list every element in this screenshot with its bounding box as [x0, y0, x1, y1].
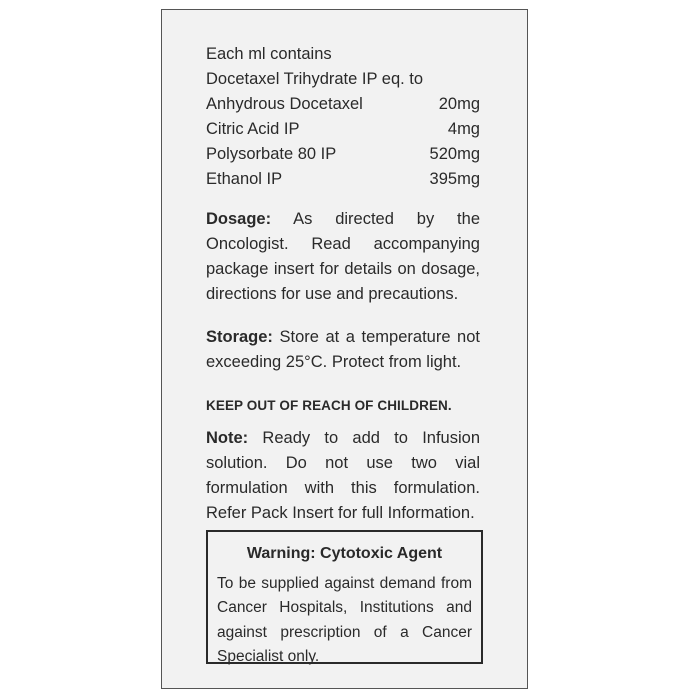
ingredient-amount: 20mg — [438, 95, 480, 113]
composition-row — [206, 117, 480, 142]
composition-row — [206, 142, 480, 167]
ingredient-name: Citric Acid IP — [206, 120, 300, 138]
composition-line2: Docetaxel Trihydrate IP eq. to — [206, 70, 424, 88]
note-section — [206, 426, 480, 526]
ingredient-amount: 4mg — [447, 120, 480, 138]
dosage-label: Dosage: — [206, 210, 272, 228]
composition-intro: Each ml contains — [206, 45, 332, 63]
storage-label: Storage: — [206, 328, 273, 346]
storage-text: Store at a temperature not exceeding 25°C. Protect from light. — [206, 328, 480, 371]
composition-row — [206, 167, 480, 192]
dosage-section — [206, 207, 480, 307]
cytotoxic-warning-box — [206, 530, 483, 664]
ingredient-name: Ethanol IP — [206, 170, 283, 188]
ingredient-name: Polysorbate 80 IP — [206, 145, 337, 163]
warning-title: Warning: Cytotoxic Agent — [246, 545, 443, 562]
ingredient-amount: 520mg — [429, 145, 480, 163]
note-text: Ready to add to Infusion solution. Do not use two vial formulation with this formulation. Refer Pack Insert for full Information. — [206, 429, 480, 522]
note-label: Note: — [206, 429, 249, 447]
ingredient-name: Anhydrous Docetaxel — [206, 95, 363, 113]
storage-section — [206, 325, 480, 375]
composition-row — [206, 92, 480, 117]
dosage-text: As directed by the Oncologist. Read accompanying package insert for details on dosage, directions for use and precautions. — [206, 210, 480, 303]
label-content — [206, 42, 480, 526]
warning-text: To be supplied against demand from Cancer Hospitals, Institutions and against prescription of a Cancer Specialist only. — [217, 574, 472, 665]
keep-out-warning: KEEP OUT OF REACH OF CHILDREN. — [206, 398, 452, 413]
ingredient-amount: 395mg — [429, 170, 480, 188]
